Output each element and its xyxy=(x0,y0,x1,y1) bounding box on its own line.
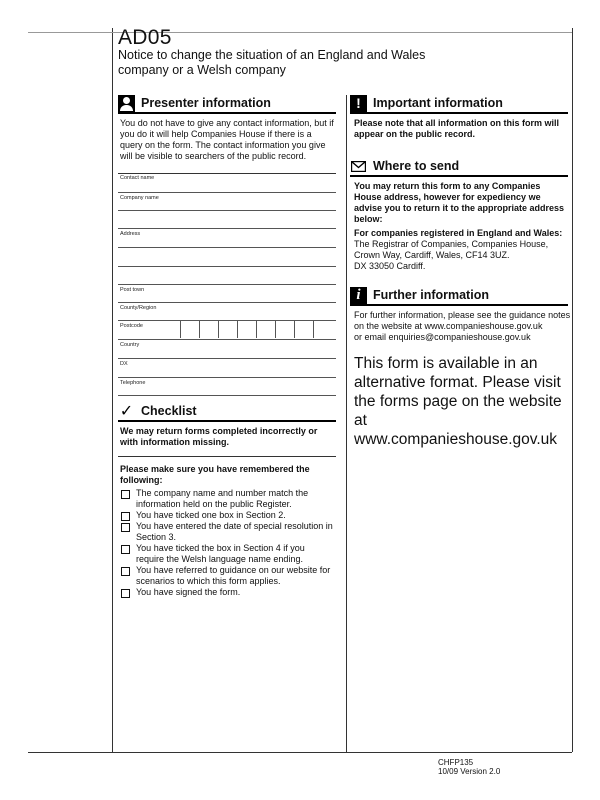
footer xyxy=(438,758,500,776)
address-field-line3[interactable] xyxy=(118,267,336,285)
checklist-item-text: The company name and number match the information held on the public Register. xyxy=(136,488,309,509)
address-field[interactable] xyxy=(118,229,336,248)
post-town-label: Post town xyxy=(120,287,145,293)
address-line: The Registrar of Companies, Companies House, xyxy=(354,239,549,249)
address-line: DX 33050 Cardiff. xyxy=(354,261,426,271)
checklist-items xyxy=(120,488,334,598)
important-heading xyxy=(350,94,568,114)
post-town-field[interactable] xyxy=(118,285,336,303)
contact-name-field[interactable] xyxy=(118,173,336,193)
postcode-box[interactable] xyxy=(275,321,294,338)
checklist-item-text: You have entered the date of special resolution in Section 3. xyxy=(136,521,333,542)
further-text: or email enquiries@companieshouse.gov.uk xyxy=(354,332,531,342)
postcode-field[interactable] xyxy=(118,321,336,340)
checklist-item-text: You have referred to guidance on our website for scenarios to which this form applies. xyxy=(136,565,331,586)
county-label: County/Region xyxy=(120,305,157,311)
postcode-box[interactable] xyxy=(218,321,237,338)
further-text: on the website at www.companieshouse.gov.uk xyxy=(354,321,543,331)
envelope-icon xyxy=(350,158,367,175)
where-to-send-heading xyxy=(350,157,568,177)
important-heading-label: Important information xyxy=(373,96,503,110)
address-line: Crown Way, Cardiff, Wales, CF14 3UZ. xyxy=(354,250,510,260)
presenter-intro: You do not have to give any contact information, but if you do it will help Companies House if there is a query on the form. The contact information you give will be visible to searchers of the public record. xyxy=(120,118,334,161)
checklist-heading-label: Checklist xyxy=(141,404,197,418)
checkbox[interactable] xyxy=(121,512,130,521)
checklist-item[interactable] xyxy=(120,565,334,587)
important-text: Please note that all information on this form will appear on the public record. xyxy=(354,118,560,139)
contact-name-label: Contact name xyxy=(120,175,155,181)
country-label: Country xyxy=(120,342,140,348)
left-margin-rule xyxy=(112,28,113,752)
postcode-box[interactable] xyxy=(180,321,199,338)
checklist-heading xyxy=(118,402,336,422)
checklist-item[interactable] xyxy=(120,543,334,565)
checklist-divider xyxy=(118,456,336,457)
company-name-field-line2[interactable] xyxy=(118,211,336,229)
checkbox[interactable] xyxy=(121,567,130,576)
where-to-send-text: You may return this form to any Companies House address, however for expediency we advise you to return it to the appropriate address below: xyxy=(354,181,565,224)
presenter-heading-label: Presenter information xyxy=(141,96,271,110)
dx-field[interactable] xyxy=(118,359,336,378)
address-heading: For companies registered in England and Wales: xyxy=(354,228,563,238)
column-divider xyxy=(346,95,347,752)
checkbox[interactable] xyxy=(121,490,130,499)
checkbox[interactable] xyxy=(121,589,130,598)
checkbox[interactable] xyxy=(121,545,130,554)
checklist-intro: Please make sure you have remembered the following: xyxy=(120,464,310,485)
tick-icon: ✓ xyxy=(119,403,134,420)
company-name-field[interactable] xyxy=(118,193,336,211)
person-icon xyxy=(118,95,135,112)
county-field[interactable] xyxy=(118,303,336,321)
country-field[interactable] xyxy=(118,340,336,359)
checklist-item-text: You have ticked one box in Section 2. xyxy=(136,510,286,520)
telephone-label: Telephone xyxy=(120,380,146,386)
postcode-box[interactable] xyxy=(199,321,218,338)
postcode-box[interactable] xyxy=(313,321,332,338)
info-icon: i xyxy=(350,287,367,304)
checkbox[interactable] xyxy=(121,523,130,532)
dx-label: DX xyxy=(120,361,128,367)
telephone-field[interactable] xyxy=(118,378,336,396)
exclamation-icon: ! xyxy=(350,95,367,112)
postcode-box[interactable] xyxy=(256,321,275,338)
address-label: Address xyxy=(120,231,141,237)
form-code: AD05 xyxy=(118,26,172,49)
where-to-send-heading-label: Where to send xyxy=(373,159,460,173)
checklist-item[interactable] xyxy=(120,587,334,598)
postcode-box[interactable] xyxy=(294,321,313,338)
checklist-item[interactable] xyxy=(120,488,334,510)
checklist-item[interactable] xyxy=(120,521,334,543)
further-text: For further information, please see the guidance notes xyxy=(354,310,571,320)
company-name-label: Company name xyxy=(120,195,159,201)
checklist-item[interactable] xyxy=(120,510,334,521)
form-version: 10/09 Version 2.0 xyxy=(438,767,501,776)
bottom-rule xyxy=(28,752,572,753)
further-heading-label: Further information xyxy=(373,288,489,302)
checklist-item-text: You have signed the form. xyxy=(136,587,241,597)
further-heading xyxy=(350,286,568,306)
address-field-line2[interactable] xyxy=(118,248,336,267)
top-rule xyxy=(28,32,572,33)
checklist-item-text: You have ticked the box in Section 4 if you require the Welsh language name ending. xyxy=(136,543,305,564)
checklist-warning: We may return forms completed incorrectly or with information missing. xyxy=(120,426,318,447)
alternative-format-note: This form is available in an alternative format. Please visit the forms page on the website at www.companieshouse.gov.uk xyxy=(354,355,562,448)
postcode-box[interactable] xyxy=(237,321,256,338)
form-title: Notice to change the situation of an England and Wales company or a Welsh company xyxy=(118,48,426,77)
postcode-label: Postcode xyxy=(120,323,143,329)
form-reference: CHFP135 xyxy=(438,758,474,767)
presenter-heading xyxy=(118,94,336,114)
